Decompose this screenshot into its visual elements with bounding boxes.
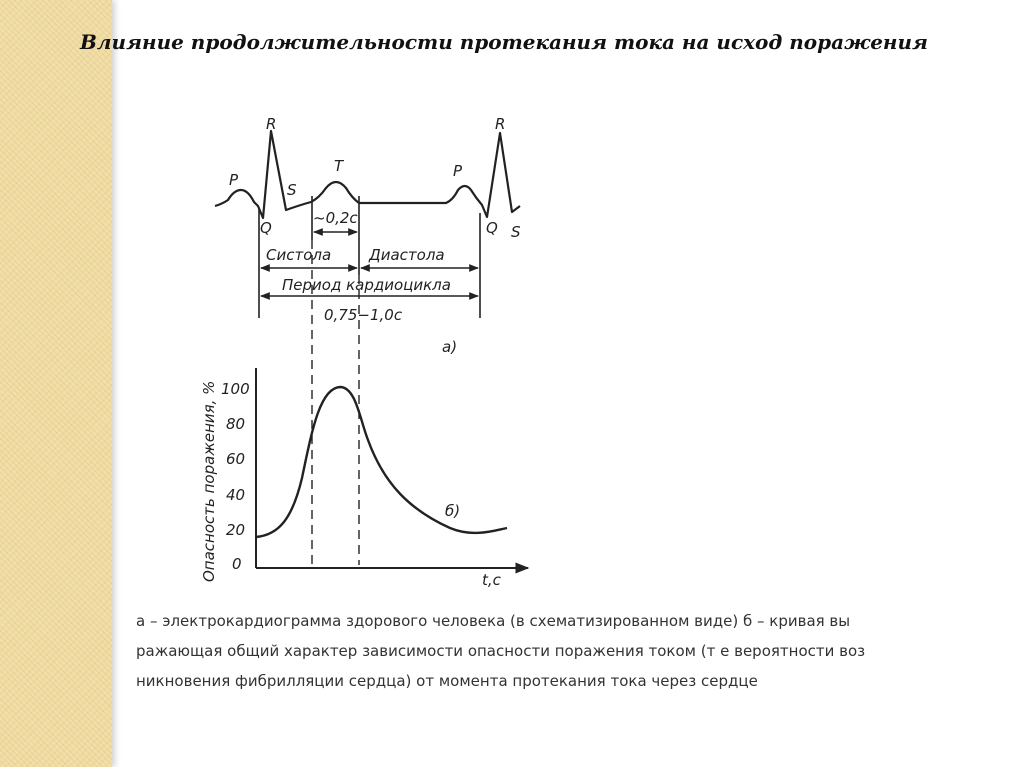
y-tick-0: 0: [232, 555, 242, 573]
x-axis-label: t,с: [482, 571, 501, 589]
diastole-label: Диастола: [369, 246, 445, 264]
panel-label-b: б): [445, 502, 461, 520]
y-tick-40: 40: [226, 486, 246, 504]
interval-label: ~0,2с: [313, 209, 358, 227]
danger-curve: [256, 387, 507, 537]
wave-label-r2: R: [495, 115, 506, 133]
wave-label-p1: P: [229, 171, 239, 189]
wave-label-q2: Q: [486, 219, 498, 237]
caption-line-2: ражающая общий характер зависимости опасности поражения током (т е вероятности воз: [136, 642, 866, 660]
ecg-trace: [215, 131, 520, 218]
period-value: 0,75−1,0с: [324, 306, 403, 324]
wave-label-q1: Q: [260, 219, 272, 237]
y-axis-label: Опасность поражения, %: [200, 380, 218, 582]
period-label: Период кардиоцикла: [282, 276, 451, 294]
figure-caption: [136, 606, 1016, 696]
caption-line-1: а – электрокардиограмма здорового человека (в схематизированном виде) б – кривая вы: [136, 612, 851, 630]
y-tick-100: 100: [221, 380, 250, 398]
panel-label-a: а): [442, 338, 458, 356]
caption-line-3: никновения фибрилляции сердца) от момента протекания тока через сердце: [136, 672, 758, 690]
systole-label: Систола: [266, 246, 332, 264]
y-tick-20: 20: [226, 521, 246, 539]
wave-label-s2: S: [511, 223, 521, 241]
wave-label-p2: P: [453, 162, 463, 180]
y-tick-80: 80: [226, 415, 246, 433]
y-tick-60: 60: [226, 450, 246, 468]
wave-label-s1: S: [287, 181, 297, 199]
slide-title: Влияние продолжительности протекания тока на исход поражения: [80, 30, 928, 54]
wave-label-t: T: [334, 157, 344, 175]
wave-label-r1: R: [266, 115, 277, 133]
